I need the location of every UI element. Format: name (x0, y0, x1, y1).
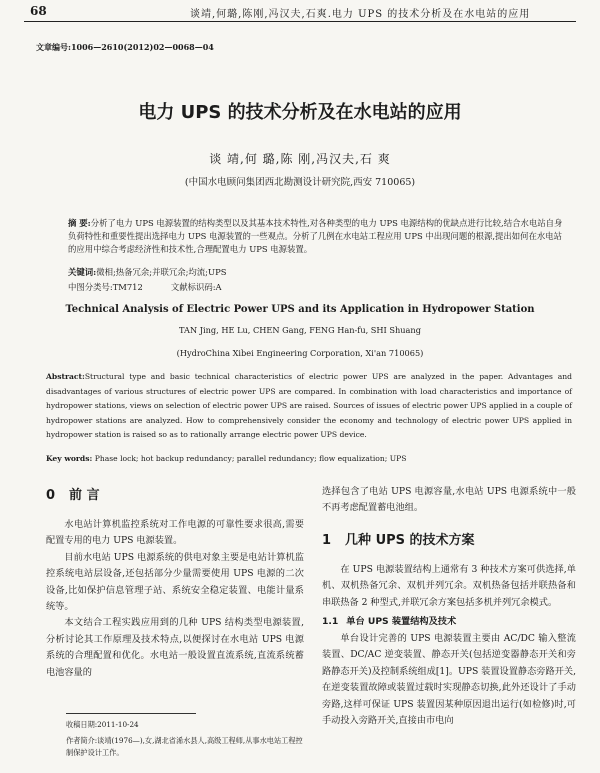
section-0-paragraph: 水电站计算机监控系统对工作电源的可靠性要求很高,需要配置专用的电力 UPS 电源装置。 (46, 519, 304, 547)
section-1-paragraph: 在 UPS 电源装置结构上通常有 3 种技术方案可供选择,单机、双机热备冗余、双机并列冗余。双机热备包括并联热备和串联热备 2 种型式,并联冗余方案包括多机并列冗余模式。 (322, 563, 576, 608)
classification-line (68, 281, 250, 293)
subsection-1-1-paragraph: 单台设计完善的 UPS 电源装置主要由 AC/DC 输入整流装置、DC/AC 逆变装置、静态开关(包括逆变器静态开关和旁路静态开关)及控制系统组成[1]。UPS 装置设置静态旁路开关,在逆变装置故障或装置过载时实现静态切换,此外还设计了手动旁路,这样可保证 UPS 装置因某种原因退出运行(如检修)时,可手动投入旁路开关,直接由市电向 (322, 633, 576, 727)
section-1-title: 几种 UPS 的技术方案 (345, 532, 475, 548)
subsection-1-1-title: 单台 UPS 装置结构及技术 (346, 616, 457, 628)
affiliation-english: (HydroChina Xibei Engineering Corporation, Xi'an 710065) (176, 348, 424, 358)
affiliation-chinese: (中国水电顾问集团西北勘测设计研究院,西安 710065) (184, 177, 416, 188)
abstract-chinese (68, 217, 568, 256)
abstract-chinese-text: 分析了电力 UPS 电源装置的结构类型以及其基本技术特性,对各种类型的电力 UPS 电源结构的优缺点进行比较,结合水电站自身负荷特性和重要性提出选择电力 UPS 电源装置的一些观点。分析了几例在水电站工程应用 UPS 中出现问题的根源,提出如何在水电站的应用中综合考虑经济性和技术性,合理配置电力 UPS 电源装置。 (68, 218, 563, 254)
section-0-paragraph: 本文结合工程实践应用到的几种 UPS 结构类型电源装置,分析讨论其工作原理及技术特点,以便探讨在水电站 UPS 电源系统的合理配置和优化。水电站一般设置直流系统,直流系统蓄电池容量的 (46, 617, 304, 678)
section-0-number: 0 (46, 488, 56, 503)
clc-number: 中图分类号:TM712 (68, 282, 143, 292)
authors-english: TAN Jing, HE Lu, CHEN Gang, FENG Han-fu, SHI Shuang (179, 325, 421, 335)
keywords-english-text: Phase lock; hot backup redundancy; parallel redundancy; flow equalization; UPS (94, 454, 407, 463)
keywords-chinese (68, 266, 226, 278)
header-rule (24, 21, 576, 22)
document-code: 文献标识码:A (170, 282, 222, 292)
right-column (322, 484, 576, 729)
title-english: Technical Analysis of Electric Power UPS and its Application in Hydropower Station (65, 304, 535, 315)
subsection-1-1-heading (322, 613, 576, 627)
continued-paragraph: 选择包含了电站 UPS 电源容量,水电站 UPS 电源系统中一般不再考虑配置蓄电池组。 (322, 486, 576, 514)
footnote-author-bio: 作者简介:谈靖(1976—),女,湖北省浠水县人,高级工程师,从事水电站工程控制保护设计工作。 (66, 736, 303, 757)
section-1-heading (322, 529, 576, 548)
keywords-chinese-label: 关键词: (68, 267, 97, 277)
abstract-chinese-label: 摘 要: (68, 218, 91, 228)
footnote-rule (66, 713, 196, 714)
section-0-heading (46, 484, 304, 503)
footnote-received-date: 收稿日期:2011-10-24 (66, 720, 139, 729)
abstract-english-text: Structural type and basic technical characteristics of electric power UPS are analyzed in the paper. Advantages and disadvantages of various structures of electric power UPS are compared. In combination with load characteristics and importance of hydropower stations, views on selection of electric power UPS are raised. Sources of issues of electric power UPS applied in a couple of hydropower stations are analyzed. How to comprehensively consider the economy and technology of electric power UPS applied in hydropower station is raised so as to rationally arrange electric power UPS device. (46, 372, 573, 439)
left-column (46, 484, 304, 681)
keywords-english (46, 454, 406, 463)
keywords-chinese-text: 微相;热备冗余;并联冗余;均流;UPS (96, 267, 227, 277)
abstract-english-label: Abstract: (46, 372, 85, 381)
authors-chinese: 谈 靖,何 璐,陈 刚,冯汉夫,石 爽 (209, 152, 391, 166)
title-chinese: 电力 UPS 的技术分析及在水电站的应用 (138, 102, 462, 123)
abstract-english (46, 370, 572, 443)
section-0-title: 前 言 (69, 488, 100, 503)
article-number: 文章编号:1006—2610(2012)02—0068—04 (36, 42, 214, 52)
keywords-english-label: Key words: (46, 454, 93, 463)
subsection-1-1-number: 1.1 (322, 616, 339, 628)
page-number: 68 (30, 4, 47, 18)
section-1-number: 1 (322, 532, 332, 548)
running-title: 谈靖,何璐,陈刚,冯汉夫,石爽.电力 UPS 的技术分析及在水电站的应用 (190, 9, 531, 20)
section-0-paragraph: 目前水电站 UPS 电源系统的供电对象主要是电站计算机监控系统电站层设备,还包括部分少量需要使用 UPS 电源的二次设备,比如保护信息管理子站、系统安全稳定装置、电能计量系统等。 (46, 551, 304, 613)
